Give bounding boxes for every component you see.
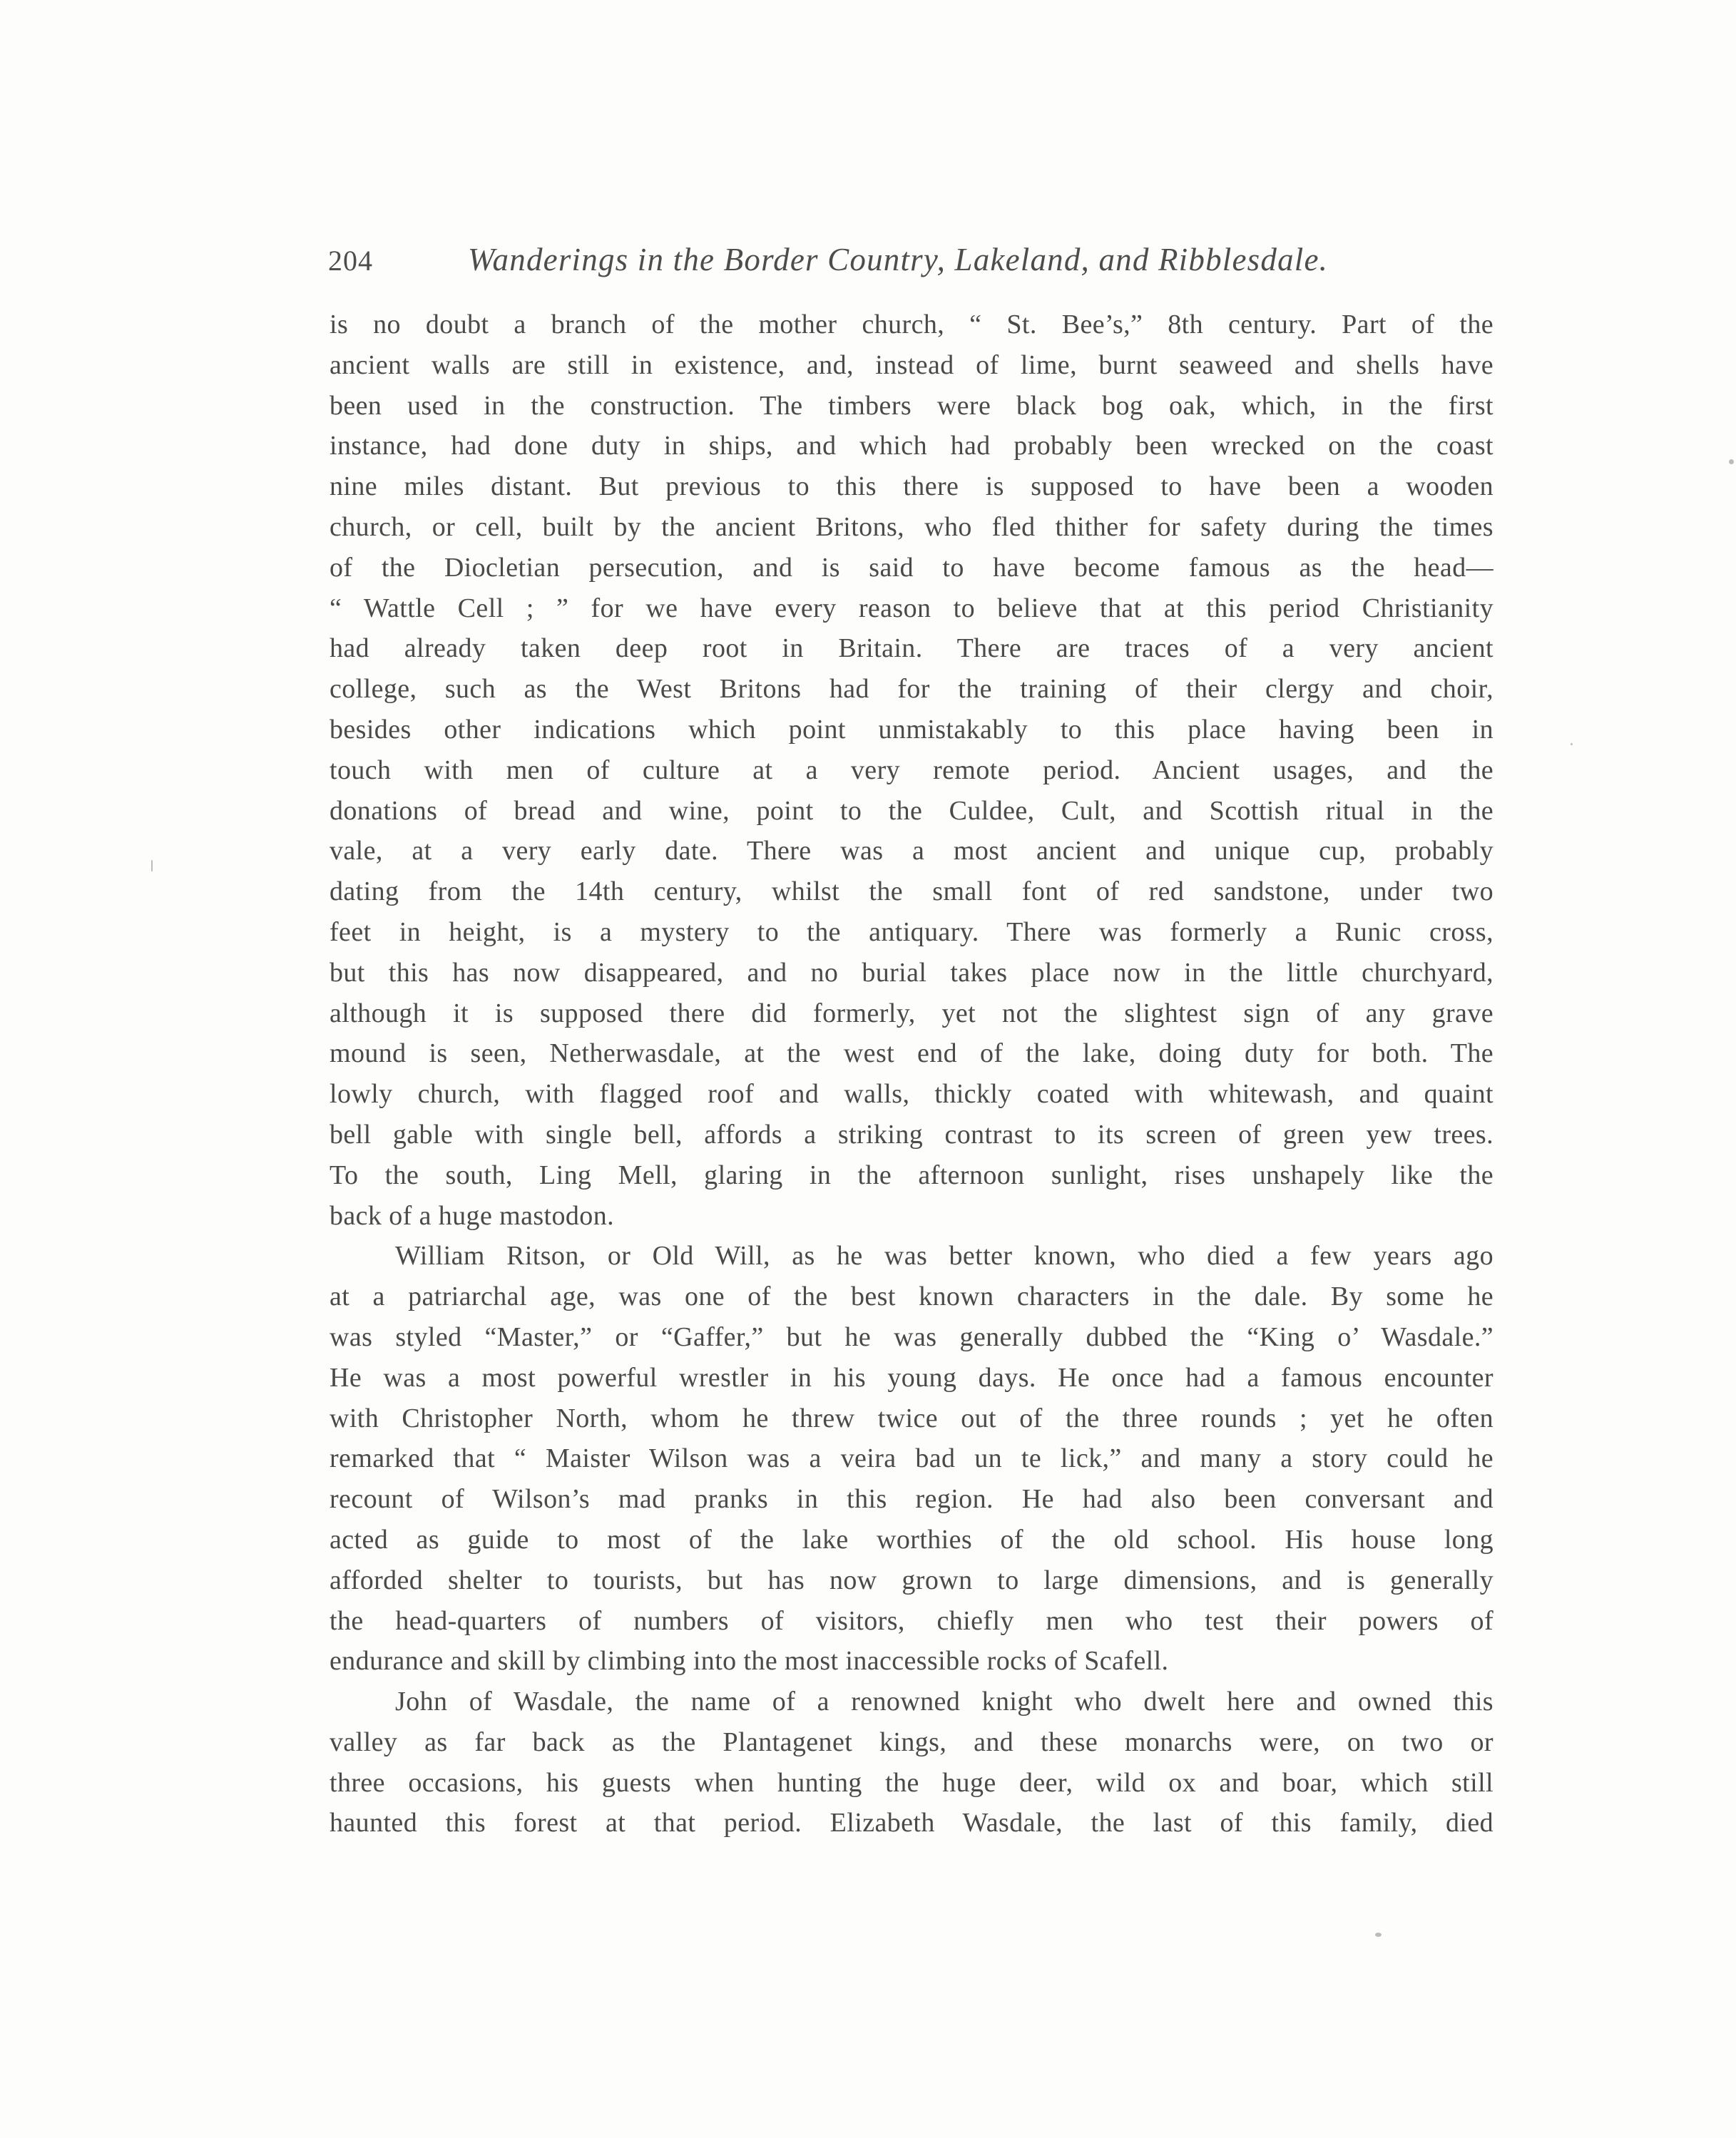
text-line: besides other indications which point unmistakably to this place having been in [330,714,1494,745]
text-line: college, such as the West Britons had for the training of their clergy and choir, [330,674,1494,705]
text-line: dating from the 14th century, whilst the small font of red sandstone, under two [330,876,1494,907]
text-line: of the Diocletian persecution, and is said to have become famous as the head— [330,552,1494,583]
text-line: vale, at a very early date. There was a most ancient and unique cup, probably [330,836,1494,866]
text-line: lowly church, with flagged roof and walls, thickly coated with whitewash, and quaint [330,1079,1494,1110]
paper-speck [151,860,153,871]
page-header [328,234,1498,298]
text-line: John of Wasdale, the name of a renowned knight who dwelt here and owned this [395,1687,1494,1717]
text-line: William Ritson, or Old Will, as he was better known, who died a few years ago [395,1241,1494,1272]
text-line: three occasions, his guests when hunting the huge deer, wild ox and boar, which still [330,1767,1494,1798]
text-line: although it is supposed there did formerly, yet not the slightest sign of any grave [330,998,1494,1028]
text-line: instance, had done duty in ships, and which had probably been wrecked on the coast [330,431,1494,461]
text-line: but this has now disappeared, and no burial takes place now in the little churchyard, [330,957,1494,988]
running-title: Wanderings in the Border Country, Lakeland, and Ribblesdale. [468,242,1329,277]
paper-speck [1375,1933,1382,1937]
text-line: mound is seen, Netherwasdale, at the west end of the lake, doing duty for both. The [330,1038,1494,1069]
text-line: acted as guide to most of the lake worthies of the old school. His house long [330,1524,1494,1555]
text-line: had already taken deep root in Britain. There are traces of a very ancient [330,633,1494,664]
text-line: “ Wattle Cell ; ” for we have every reason to believe that at this period Christianity [330,593,1494,623]
text-line: recount of Wilson’s mad pranks in this region. He had also been conversant and [330,1484,1494,1515]
text-line: ancient walls are still in existence, and, instead of lime, burnt seaweed and shells have [330,349,1494,380]
text-line: To the south, Ling Mell, glaring in the afternoon sunlight, rises unshapely like the [330,1160,1494,1190]
text-line: the head-quarters of numbers of visitors, chiefly men who test their powers of [330,1605,1494,1636]
text-line: at a patriarchal age, was one of the best known characters in the dale. By some he [330,1282,1494,1312]
paragraph-church-history [330,305,1494,1236]
paragraph-william-ritson [330,1236,1494,1682]
text-line: endurance and skill by climbing into the most inaccessible rocks of Scafell. [330,1646,1169,1677]
text-line: feet in height, is a mystery to the antiquary. There was formerly a Runic cross, [330,916,1494,947]
text-line: touch with men of culture at a very remote period. Ancient usages, and the [330,755,1494,785]
paper-speck [1571,743,1573,745]
text-line: with Christopher North, whom he threw twice out of the three rounds ; yet he often [330,1403,1494,1433]
text-line: remarked that “ Maister Wilson was a veira bad un te lick,” and many a story could he [330,1443,1494,1474]
paper-speck [1729,459,1734,464]
text-line: nine miles distant. But previous to this there is supposed to have been a wooden [330,471,1494,502]
paragraph-john-of-wasdale [330,1682,1494,1843]
text-line: was styled “Master,” or “Gaffer,” but he was generally dubbed the “King o’ Wasdale.” [330,1321,1494,1352]
text-line: church, or cell, built by the ancient Britons, who fled thither for safety during the times [330,511,1494,542]
text-line: donations of bread and wine, point to the Culdee, Cult, and Scottish ritual in the [330,795,1494,826]
text-line: valley as far back as the Plantagenet kings, and these monarchs were, on two or [330,1727,1494,1757]
text-line: back of a huge mastodon. [330,1200,614,1231]
text-line: haunted this forest at that period. Elizabeth Wasdale, the last of this family, died [330,1808,1494,1838]
text-line: been used in the construction. The timbers were black bog oak, which, in the first [330,390,1494,421]
body-text [330,305,1494,1843]
page-number: 204 [328,245,373,277]
text-line: He was a most powerful wrestler in his young days. He once had a famous encounter [330,1362,1494,1393]
text-line: is no doubt a branch of the mother church, “ St. Bee’s,” 8th century. Part of the [330,310,1494,339]
text-line: bell gable with single bell, affords a striking contrast to its screen of green yew trees. [330,1119,1494,1150]
text-line: afforded shelter to tourists, but has now grown to large dimensions, and is generally [330,1565,1494,1595]
